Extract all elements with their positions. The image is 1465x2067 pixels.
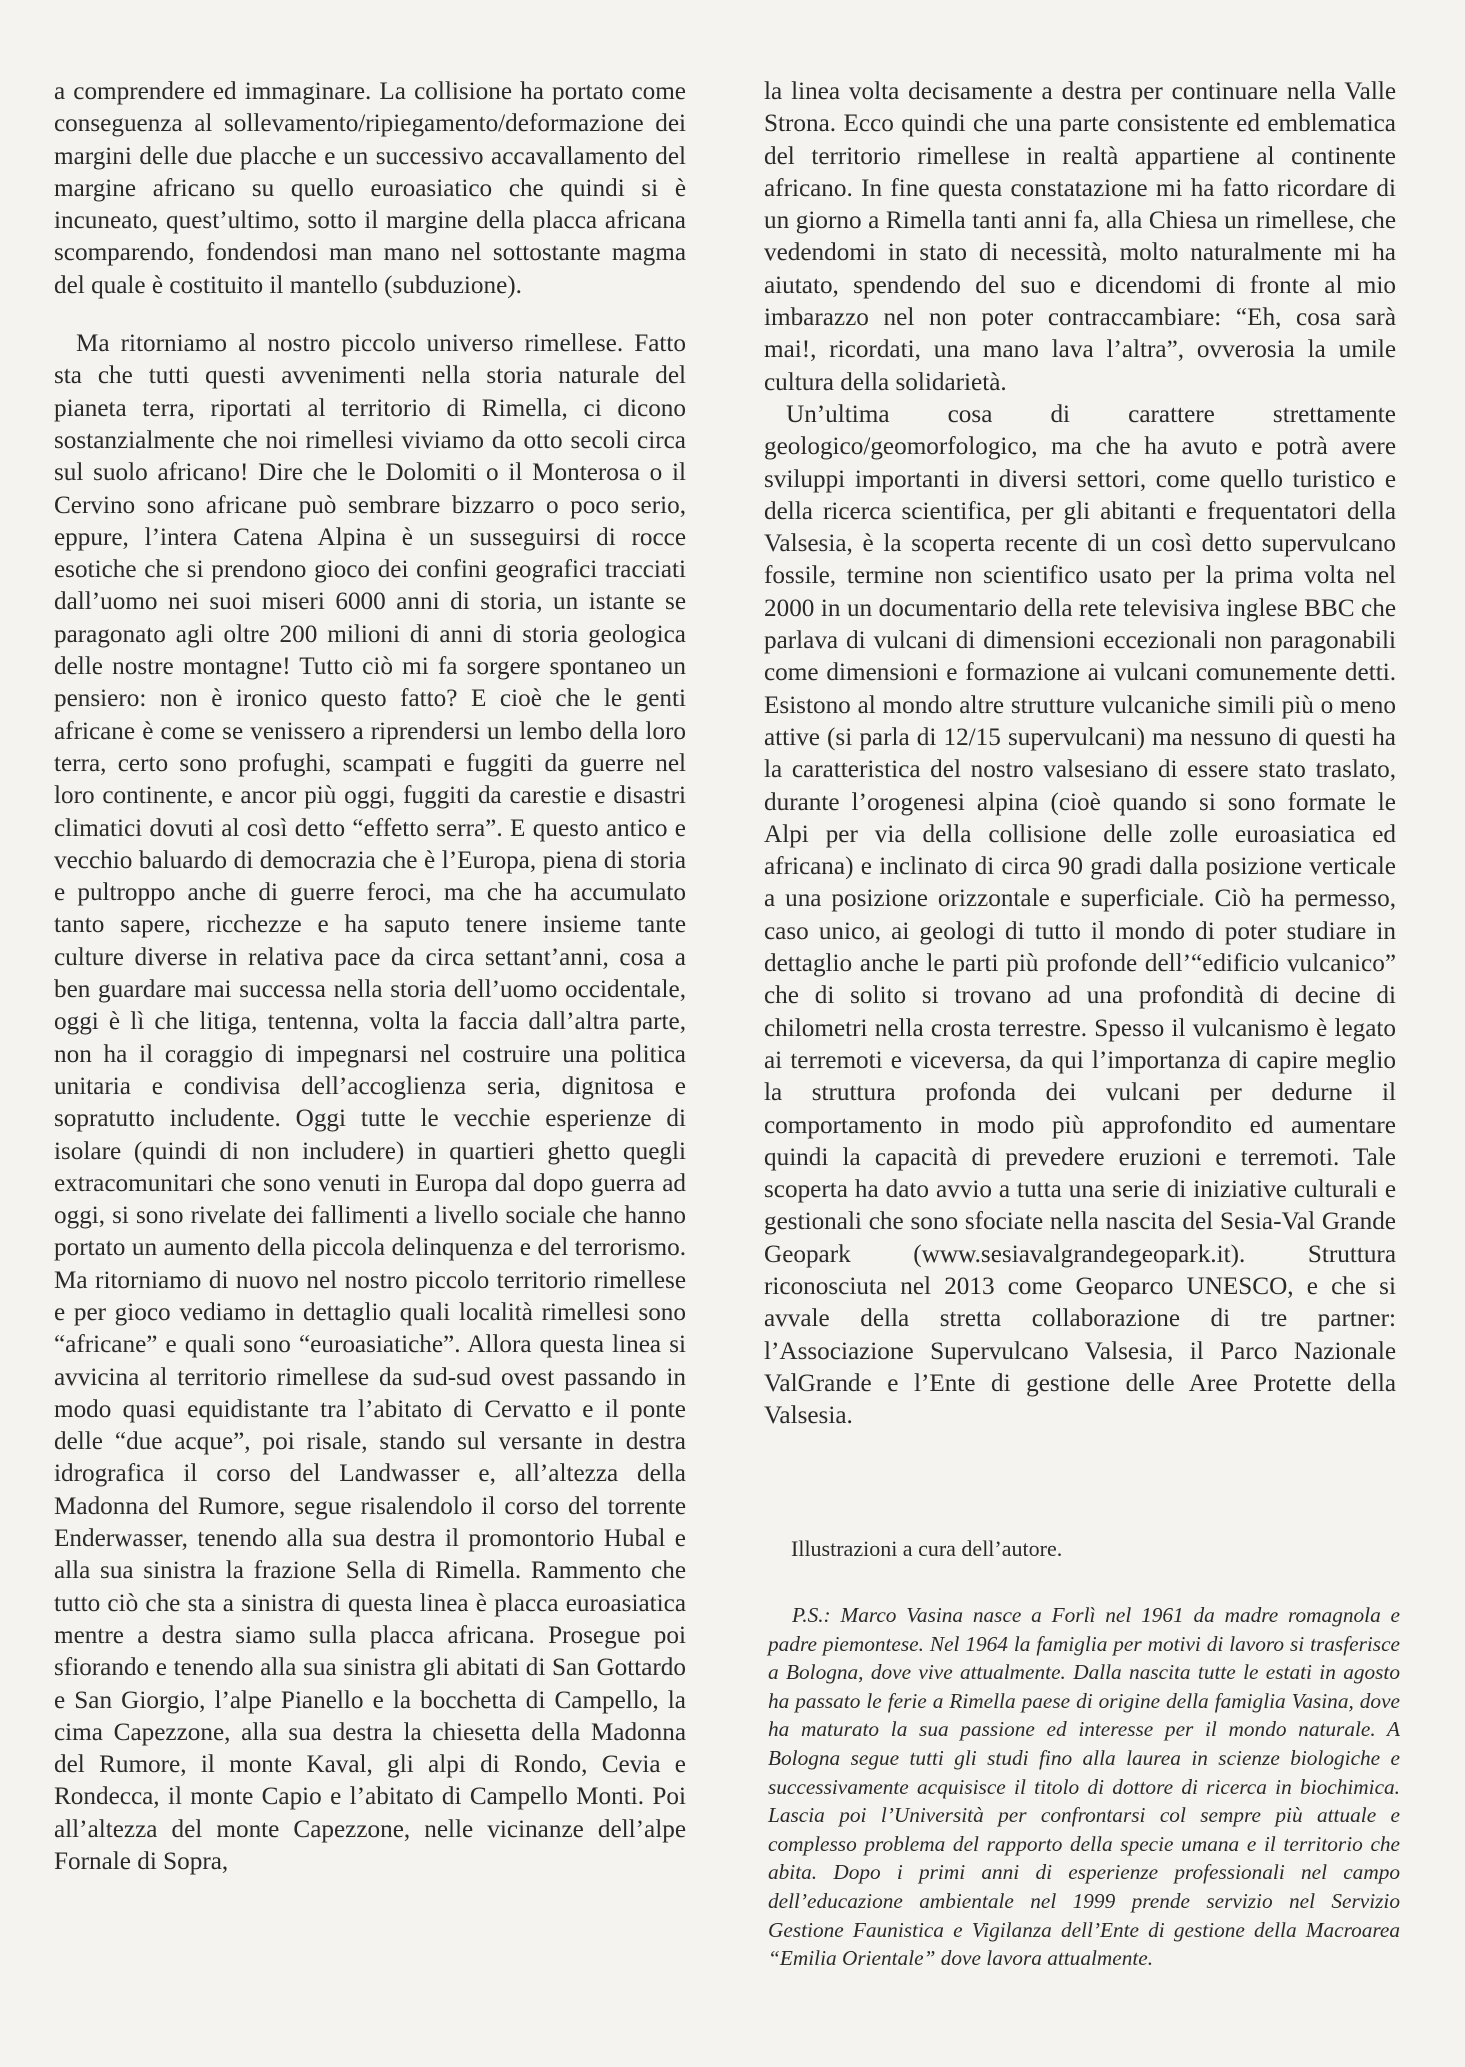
left-column	[54, 76, 686, 1878]
author-bio-text: P.S.: Marco Vasina nasce a Forlì nel 1961 da madre romagnola e padre piemontese. Nel 1964 la famiglia per motivi di lavoro si trasferisce a Bologna, dove vive attualmente. Dalla nascita tutte le estati in agosto ha passato le ferie a Rimella paese di origine della famiglia Vasina, dove ha maturato la sua passione ed interesse per il mondo naturale. A Bologna segue tutti gli studi fino alla laurea in scienze biologiche e successivamente acquisisce il titolo di dottore di ricerca in biochimica. Lascia poi l’Università per confrontarsi col sempre più attuale e complesso problema del rapporto della specie umana e il territorio che abita. Dopo i primi anni di esperienze professionali nel campo dell’educazione ambientale nel 1999 prende servizio nel Servizio Gestione Faunistica e Vigilanza dell’Ente di gestione della Macroarea “Emilia Orientale” dove lavora attualmente.	[768, 1603, 1400, 1971]
right-column	[764, 76, 1396, 1432]
right-paragraph-1: la linea volta decisamente a destra per continuare nella Valle Strona. Ecco quindi che una parte consistente ed emblematica del territorio rimellese in realtà appartiene al continente africano. In fine questa constatazione mi ha fatto ricordare di un giorno a Rimella tanti anni fa, alla Chiesa un rimellese, che vedendomi in stato di necessità, molto naturalmente mi ha aiutato, spendendo del suo e dicendomi di fronte al mio imbarazzo nel non poter contraccambiare: “Eh, cosa sarà mai!, ricordati, una mano lava l’altra”, ovverosia la umile cultura della solidarietà.	[764, 78, 1396, 396]
illustration-credit: Illustrazioni a cura dell’autore.	[791, 1536, 1063, 1561]
author-bio	[768, 1601, 1400, 1973]
left-paragraph-1: a comprendere ed immaginare. La collisione ha portato come conseguenza al sollevamento/ripiegamento/deformazione dei margini delle due placche e un successivo accavallamento del margine africano su quello euroasiatico che quindi si è incuneato, quest’ultimo, sotto il margine della placca africana scomparendo, fondendosi man mano nel sottostante magma del quale è costituito il mantello (subduzione).	[54, 78, 686, 299]
left-paragraph-2: Ma ritorniamo al nostro piccolo universo rimellese. Fatto sta che tutti questi avvenimenti nella storia naturale del pianeta terra, riportati al territorio di Rimella, ci dicono sostanzialmente che noi rimellesi viviamo da otto secoli circa sul suolo africano! Dire che le Dolomiti o il Monterosa o il Cervino sono africane può sembrare bizzarro o poco serio, eppure, l’intera Catena Alpina è un susseguirsi di rocce esotiche che si prendono gioco dei confini geografici tracciati dall’uomo nei suoi miseri 6000 anni di storia, un istante se paragonato agli oltre 200 milioni di anni di storia geologica delle nostre montagne! Tutto ciò mi fa sorgere spontaneo un pensiero: non è ironico questo fatto? E cioè che le genti africane è come se venissero a riprendersi un lembo della loro terra, certo sono profughi, scampati e fuggiti da guerre nel loro continente, e ancor più oggi, fuggiti da carestie e disastri climatici dovuti al così detto “effetto serra”. E questo antico e vecchio baluardo di democrazia che è l’Europa, piena di storia e pultroppo anche di guerre feroci, ma che ha accumulato tanto sapere, ricchezze e ha saputo tenere insieme tante culture diverse in relativa pace da circa settant’anni, cosa a ben guardare mai successa nella storia dell’uomo occidentale, oggi è lì che litiga, tentenna, volta la faccia dall’altra parte, non ha il coraggio di impegnarsi nel costruire una politica unitaria e condivisa dell’accoglienza seria, dignitosa e sopratutto includente. Oggi tutte le vecchie esperienze di isolare (quindi di non includere) in quartieri ghetto quegli extracomunitari che sono venuti in Europa dal dopo guerra ad oggi, si sono rivelate dei fallimenti a livello sociale che hanno portato un aumento della piccola delinquenza e del terrorismo. Ma ritorniamo di nuovo nel nostro piccolo territorio rimellese e per gioco vediamo in dettaglio quali località rimellesi sono “africane” e quali sono “euroasiatiche”. Allora questa linea si avvicina al territorio rimellese da sud-sud ovest passando in modo quasi equidistante tra l’abitato di Cervatto e il ponte delle “due acque”, poi risale, stando sul versante in destra idrografica il corso del Landwasser e, all’altezza della Madonna del Rumore, segue risalendolo il corso del torrente Enderwasser, tenendo alla sua destra il promontorio Hubal e alla sua sinistra la frazione Sella di Rimella. Rammento che tutto ciò che sta a sinistra di questa linea è placca euroasiatica mentre a destra siamo sulla placca africana. Prosegue poi sfiorando e tenendo alla sua sinistra gli abitati di San Gottardo e San Giorgio, l’alpe Pianello e la bocchetta di Campello, la cima Capezzone, alla sua destra la chiesetta della Madonna del Rumore, il monte Kaval, gli alpi di Rondo, Cevia e Rondecca, il monte Capio e l’abitato di Campello Monti. Poi all’altezza del monte Capezzone, nelle vicinanze dell’alpe Fornale di Sopra,	[54, 330, 686, 1876]
right-paragraph-2: Un’ultima cosa di carattere strettamente geologico/geomorfologico, ma che ha avuto e potrà avere sviluppi importanti in diversi settori, come quello turistico e della ricerca scientifica, per gli abitanti e frequentatori della Valsesia, è la scoperta recente di un così detto supervulcano fossile, termine non scientifico usato per la prima volta nel 2000 in un documentario della rete televisiva inglese BBC che parlava di vulcani di dimensioni eccezionali non paragonabili come dimensioni e formazione ai vulcani comunemente detti. Esistono al mondo altre strutture vulcaniche simili più o meno attive (si parla di 12/15 supervulcani) ma nessuno di questi ha la caratteristica del nostro valsesiano di essere stato traslato, durante l’orogenesi alpina (cioè quando si sono formate le Alpi per via della collisione delle zolle euroasiatica ed africana) e inclinato di circa 90 gradi dalla posizione verticale a una posizione orizzontale e superficiale. Ciò ha permesso, caso unico, ai geologi di tutto il mondo di poter studiare in dettaglio anche le parti più profonde dell’“edificio vulcanico” che di solito si trovano ad una profondità di decine di chilometri nella crosta terrestre. Spesso il vulcanismo è legato ai terremoti e viceversa, da qui l’importanza di capire meglio la struttura profonda dei vulcani per dedurne il comportamento in modo più approfondito ed aumentare quindi la capacità di prevedere eruzioni e terremoti. Tale scoperta ha dato avvio a tutta una serie di iniziative culturali e gestionali che sono sfociate nella nascita del Sesia-Val Grande Geopark (www.sesiavalgrandegeopark.it). Struttura riconosciuta nel 2013 come Geoparco UNESCO, e che si avvale della stretta collaborazione di tre partner: l’Associazione Supervulcano Valsesia, il Parco Nazionale ValGrande e l’Ente di gestione delle Aree Protette della Valsesia.	[764, 400, 1396, 1430]
paragraph-gap	[54, 302, 686, 328]
